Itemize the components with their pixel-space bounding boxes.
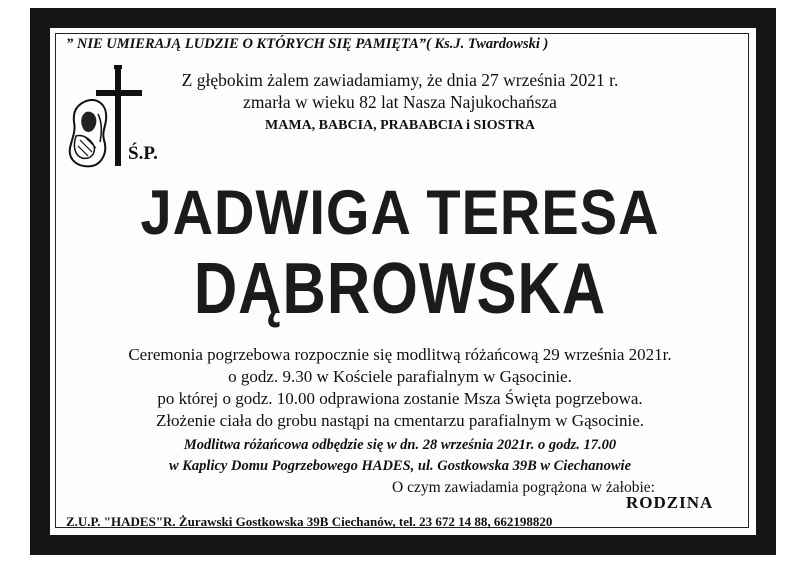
ceremony-line-1: Ceremonia pogrzebowa rozpocznie się modlitwą różańcową 29 września 2021r. bbox=[128, 345, 672, 364]
funeral-home-footer: Z.U.P. "HADES"R. Żurawski Gostkowska 39B Ciechanów, tel. 23 672 14 88, 662198820 bbox=[66, 514, 553, 529]
notify-text: O czym zawiadamia pogrążona w żałobie: bbox=[392, 479, 655, 496]
sp-label: Ś.P. bbox=[128, 143, 158, 164]
ceremony-line-2: o godz. 9.30 w Kościele parafialnym w Gąsocinie. bbox=[228, 367, 572, 386]
relationship-line: MAMA, BABCIA, PRABABCIA i SIOSTRA bbox=[265, 118, 535, 133]
intro-line-2: zmarła w wieku 82 lat Nasza Najukochańsza bbox=[243, 92, 557, 112]
prayer-line-1: Modlitwa różańcowa odbędzie się w dn. 28 września 2021r. o godz. 17.00 bbox=[183, 437, 617, 453]
deceased-surname: DĄBROWSKA bbox=[193, 248, 607, 329]
ceremony-line-3: po której o godz. 10.00 odprawiona zostanie Msza Święta pogrzebowa. bbox=[157, 389, 643, 408]
family-signature: RODZINA bbox=[626, 493, 714, 512]
ceremony-line-4: Złożenie ciała do grobu nastąpi na cmentarzu parafialnym w Gąsocinie. bbox=[155, 411, 645, 430]
prayer-line-2: w Kaplicy Domu Pogrzebowego HADES, ul. Gostkowska 39B w Ciechanowie bbox=[168, 458, 632, 474]
deceased-first-names: JADWIGA TERESA bbox=[140, 177, 660, 248]
intro-line-1: Z głębokim żalem zawiadamiamy, że dnia 27 września 2021 r. bbox=[181, 70, 619, 90]
motto-quote: ” NIE UMIERAJĄ LUDZIE O KTÓRYCH SIĘ PAMIĘTA”( Ks.J. Twardowski ) bbox=[66, 36, 549, 52]
